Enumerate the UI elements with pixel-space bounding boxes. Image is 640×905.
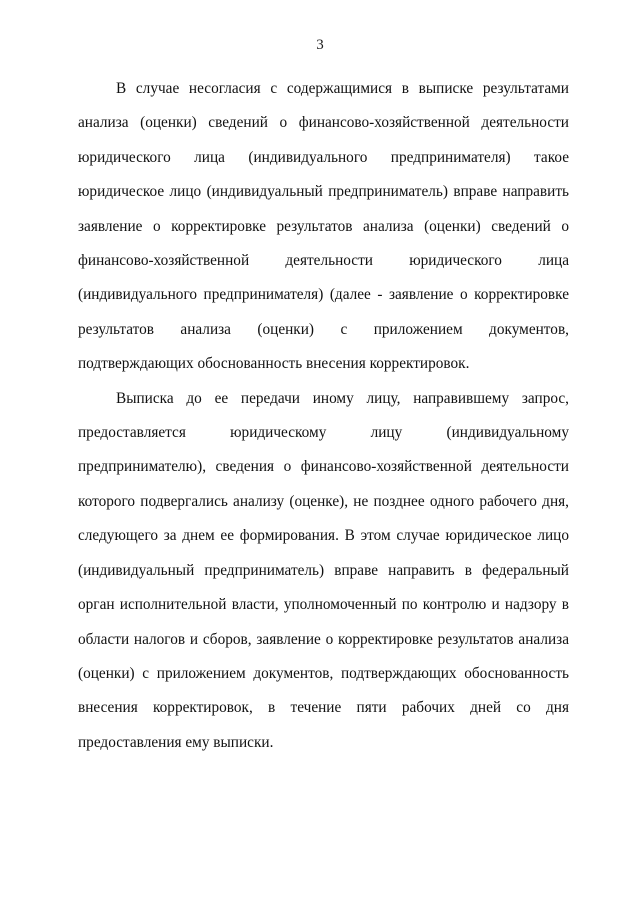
paragraph-disagreement: В случае несогласия с содержащимися в выписке результатами анализа (оценки) сведений о финансово-хозяйственной деятельности юридического лица (индивидуального предпринимателя) такое юридическое лицо (индивидуальный предприниматель) вправе направить заявление о корректировке результатов анализа (оценки) сведений о финансово-хозяйственной деятельности юридического лица (индивидуального предпринимателя) (далее - заявление о корректировке результатов анализа (оценки) с приложением документов, подтверждающих обоснованность внесения корректировок.: [78, 80, 569, 373]
paragraph-extract-provision: Выписка до ее передачи иному лицу, направившему запрос, предоставляется юридическому лицу (индивидуальному предпринимателю), сведения о финансово-хозяйственной деятельности которого подвергались анализу (оценке), не позднее одного рабочего дня, следующего за днем ее формирования. В этом случае юридическое лицо (индивидуальный предприниматель) вправе направить в федеральный орган исполнительной власти, уполномоченный по контролю и надзору в области налогов и сборов, заявление о корректировке результатов анализа (оценки) с приложением документов, подтверждающих обоснованность внесения корректировок, в течение пяти рабочих дней со дня предоставления ему выписки.: [78, 389, 569, 751]
page-number: 3: [316, 37, 324, 53]
document-body: [78, 72, 569, 760]
